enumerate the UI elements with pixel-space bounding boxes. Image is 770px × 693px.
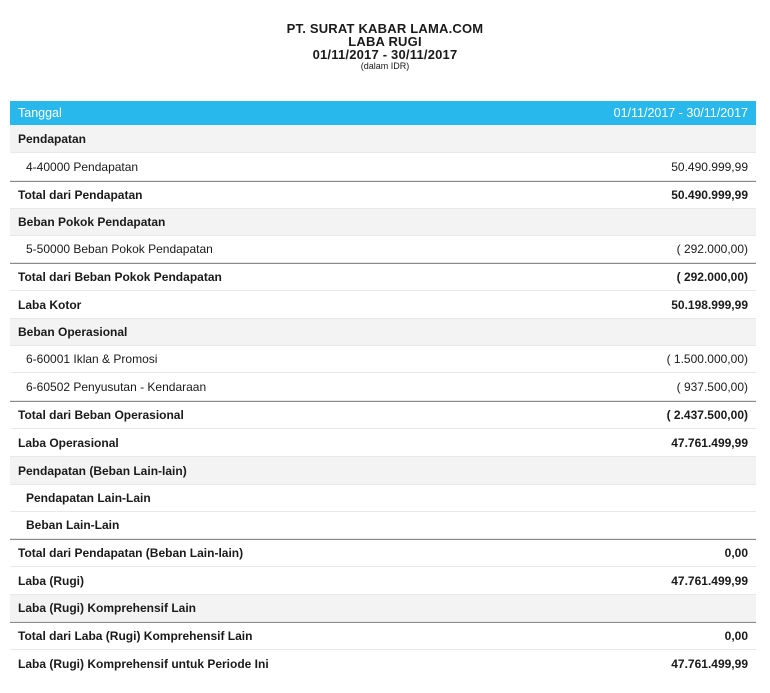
- total-value: ( 292.000,00): [676, 270, 748, 284]
- account-label: 6-60502 Penyusutan - Kendaraan: [26, 379, 207, 394]
- summary-value: 47.761.499,99: [671, 435, 748, 450]
- laba-kotor-row: [10, 291, 756, 319]
- report-period: 01/11/2017 - 30/11/2017: [312, 47, 458, 62]
- currency-note: (dalam IDR): [360, 61, 410, 71]
- total-value: 0,00: [724, 546, 748, 560]
- summary-value: 50.198.999,99: [671, 297, 748, 312]
- section-label: Pendapatan: [18, 131, 87, 146]
- column-period-label: 01/11/2017 - 30/11/2017: [613, 106, 748, 120]
- summary-value: 47.761.499,99: [671, 573, 748, 588]
- total-label: Total dari Pendapatan (Beban Lain-lain): [18, 546, 244, 560]
- income-statement-table: [10, 101, 756, 677]
- laba-rugi-row: [10, 567, 756, 595]
- account-label: 5-50000 Beban Pokok Pendapatan: [26, 242, 213, 256]
- summary-value: 47.761.499,99: [671, 656, 748, 671]
- account-value: ( 1.500.000,00): [666, 352, 748, 366]
- laba-operasional-row: [10, 429, 756, 457]
- section-label: Pendapatan (Beban Lain-lain): [18, 463, 187, 478]
- total-value: ( 2.437.500,00): [666, 408, 748, 422]
- total-row: [10, 181, 756, 209]
- report-title: LABA RUGI: [348, 34, 422, 49]
- section-beban-operasional: [10, 319, 756, 346]
- subsection-row: [10, 485, 756, 512]
- section-label: Beban Operasional: [18, 325, 128, 339]
- total-value: 0,00: [724, 629, 748, 643]
- account-row[interactable]: [10, 236, 756, 263]
- subsection-label: Beban Lain-Lain: [26, 518, 120, 532]
- column-date-label: Tanggal: [18, 106, 62, 120]
- total-row: [10, 539, 756, 567]
- account-row[interactable]: [10, 373, 756, 401]
- summary-label: Laba Operasional: [18, 435, 119, 450]
- total-row: [10, 401, 756, 429]
- report-header: [0, 22, 770, 72]
- section-beban-pokok: [10, 209, 756, 236]
- account-value: 50.490.999,99: [671, 159, 748, 174]
- total-label: Total dari Beban Pokok Pendapatan: [18, 270, 222, 284]
- section-pendapatan: [10, 125, 756, 153]
- summary-label: Laba (Rugi) Komprehensif untuk Periode Ini: [18, 656, 269, 671]
- total-label: Total dari Laba (Rugi) Komprehensif Lain: [18, 629, 253, 643]
- account-value: ( 937.500,00): [676, 379, 748, 394]
- summary-label: Laba (Rugi): [18, 573, 84, 588]
- laba-rugi-periode-row: [10, 650, 756, 677]
- account-label: 4-40000 Pendapatan: [26, 159, 139, 174]
- total-label: Total dari Pendapatan: [18, 188, 143, 202]
- total-row: [10, 263, 756, 291]
- total-value: 50.490.999,99: [671, 188, 748, 202]
- total-row: [10, 622, 756, 650]
- section-label: Laba (Rugi) Komprehensif Lain: [18, 601, 197, 615]
- section-pendapatan-beban-lain: [10, 457, 756, 485]
- summary-label: Laba Kotor: [18, 297, 82, 312]
- section-label: Beban Pokok Pendapatan: [18, 215, 166, 229]
- table-header: [10, 101, 756, 125]
- subsection-row: [10, 512, 756, 539]
- account-value: ( 292.000,00): [676, 242, 748, 256]
- account-label: 6-60001 Iklan & Promosi: [26, 352, 158, 366]
- section-laba-rugi-komprehensif: [10, 595, 756, 622]
- company-name: PT. SURAT KABAR LAMA.COM: [286, 21, 484, 36]
- subsection-label: Pendapatan Lain-Lain: [26, 491, 151, 505]
- account-row[interactable]: [10, 153, 756, 181]
- total-label: Total dari Beban Operasional: [18, 408, 184, 422]
- account-row[interactable]: [10, 346, 756, 373]
